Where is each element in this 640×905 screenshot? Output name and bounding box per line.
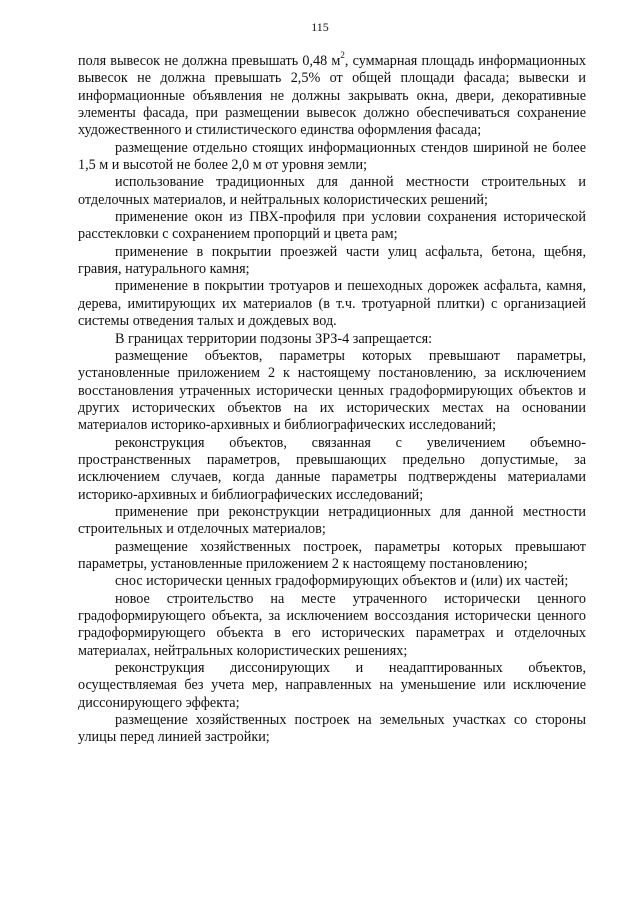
body-text — [78, 50, 586, 747]
paragraph-3: использование традиционных для данной местности строительных и отделочных материалов, и нейтральных колористических решений; — [78, 174, 586, 208]
paragraph-1 — [78, 50, 586, 140]
paragraph-5: применение в покрытии проезжей части улиц асфальта, бетона, щебня, гравия, натурального камня; — [78, 243, 586, 278]
superscript-2: 2 — [340, 50, 345, 61]
paragraph-2: размещение отдельно стоящих информационных стендов шириной не более 1,5 м и высотой не более 2,0 м от уровня земли; — [78, 139, 586, 174]
paragraph-6: применение в покрытии тротуаров и пешеходных дорожек асфальта, камня, дерева, имитирующих их материалов (в т.ч. тротуарной плитки) с организацией системы отведения талых и дождевых вод. — [78, 278, 586, 330]
paragraph-11: размещение хозяйственных построек, параметры которых превышают параметры, установленные приложением 2 к настоящему постановлению; — [78, 538, 586, 572]
paragraph-7: В границах территории подзоны ЗРЗ-4 запрещается: — [115, 330, 433, 347]
paragraph-13: новое строительство на месте утраченного исторически ценного градоформирующего объекта, за исключением воссоздания исторически ценного градоформирующего объекта в его исторических параметрах и отделочных материалах, нейтральных колористических решениях; — [78, 590, 586, 659]
paragraph-1-text: поля вывесок не должна превышать 0,48 м — [78, 53, 341, 69]
paragraph-1-text-cont: , суммарная площадь информационных вывесок не должна превышать 2,5% от общей площади фасада; вывески и информационные объявления не должны закрывать окна, двери, декоративные элементы фасада, при размещении вывесок должно обеспечиваться сохранение художественного и стилистического единства оформления фасада; — [78, 53, 586, 139]
paragraph-15: размещение хозяйственных построек на земельных участках со стороны улицы перед линией застройки; — [78, 712, 586, 746]
paragraph-4: применение окон из ПВХ-профиля при условии сохранения исторической расстекловки с сохранением пропорций и цвета рам; — [78, 209, 586, 243]
paragraph-8: размещение объектов, параметры которых превышают параметры, установленные приложением 2 к настоящему постановлению, за исключением восстановления утраченных исторически ценных градоформирующих объектов и других исторических объектов на их исторических местах на основании материалов историко-архивных и библиографических исследований; — [78, 347, 586, 434]
paragraph-9: реконструкция объектов, связанная с увеличением объемно-пространственных параметров, превышающих предельно допустимые, за исключением случаев, когда данные параметры подтверждены материалами историко-архивных и библиографических исследований; — [78, 434, 586, 503]
paragraph-12: снос исторически ценных градоформирующих объектов и (или) их частей; — [115, 573, 569, 590]
paragraph-10: применение при реконструкции нетрадиционных для данной местности строительных и отделочных материалов; — [78, 503, 586, 538]
paragraph-14: реконструкция диссонирующих и неадаптированных объектов, осуществляемая без учета мер, направленных на уменьшение или исключение диссонирующего эффекта; — [78, 660, 586, 711]
page-number: 115 — [311, 20, 329, 34]
